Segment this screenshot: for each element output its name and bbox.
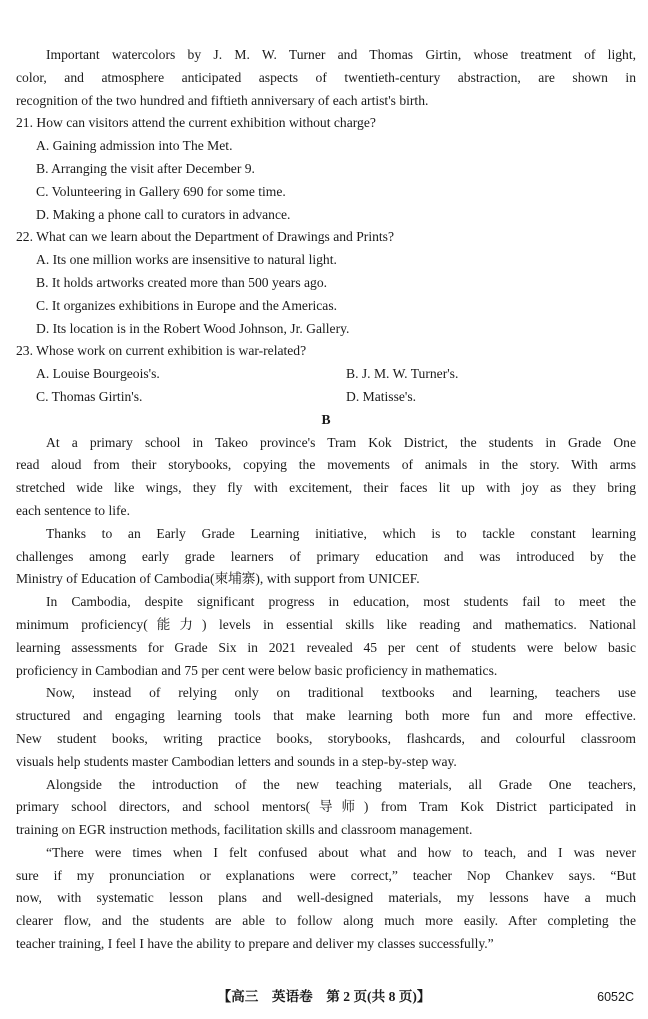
passage-line: primary school directors, and school mentors(导师) from Tram Kok District participated in (16, 799, 636, 815)
passage-line: stretched wide like wings, they fly with excitement, their faces lit up with joy as they bring (16, 480, 636, 496)
passage-line: proficiency in Cambodian and 75 per cent were below basic proficiency in mathematics. (16, 662, 498, 678)
question-23-options-row (16, 386, 636, 409)
section-heading-b: B (321, 411, 331, 427)
question-23-option-a: A. Louise Bourgeois's. (36, 366, 160, 382)
question-23-option-d: D. Matisse's. (346, 388, 417, 404)
question-22-option-b: B. It holds artworks created more than 500 years ago. (36, 274, 328, 290)
passage-line: challenges among early grade learners of primary education and was introduced by the (16, 548, 636, 564)
exam-page (16, 44, 636, 956)
question-21-option-b: B. Arranging the visit after December 9. (36, 160, 255, 176)
question-21-option-c: C. Volunteering in Gallery 690 for some time. (36, 183, 286, 199)
intro-line: color, and atmosphere anticipated aspects of twentieth-century abstraction, are shown in (16, 69, 636, 85)
passage-line: training on EGR instruction methods, facilitation skills and classroom management. (16, 822, 473, 838)
passage-line: New student books, writing practice books, storybooks, flashcards, and colourful classroom (16, 730, 636, 746)
question-21-option-d: D. Making a phone call to curators in advance. (36, 206, 291, 222)
question-23-options-row (16, 363, 636, 386)
intro-line: recognition of the two hundred and fiftieth anniversary of each artist's birth. (16, 92, 429, 108)
question-22-option-c: C. It organizes exhibitions in Europe and the Americas. (36, 297, 338, 313)
passage-line: minimum proficiency(能力) levels in essential skills like reading and mathematics. National (16, 616, 636, 632)
passage-line: teacher training, I feel I have the ability to prepare and deliver my classes successfully.” (16, 936, 494, 952)
passage-line: At a primary school in Takeo province's Tram Kok District, the students in Grade One (46, 434, 636, 450)
passage-line: clearer flow, and the students are able to follow along much more easily. After completing the (16, 913, 636, 929)
question-22-stem: 22. What can we learn about the Department of Drawings and Prints? (16, 229, 394, 245)
passage-line: Alongside the introduction of the new teaching materials, all Grade One teachers, (46, 776, 636, 792)
passage-line: read aloud from their storybooks, copying the movements of animals in the story. With arms (16, 457, 636, 473)
passage-line: Now, instead of relying only on traditional textbooks and learning, teachers use (46, 685, 636, 701)
passage-line: “There were times when I felt confused about what and how to teach, and I was never (46, 844, 636, 860)
question-21-option-a: A. Gaining admission into The Met. (36, 138, 233, 154)
page-footer (0, 987, 648, 1007)
question-23-option-b: B. J. M. W. Turner's. (346, 366, 459, 382)
passage-line: each sentence to life. (16, 502, 130, 518)
question-21-stem: 21. How can visitors attend the current exhibition without charge? (16, 115, 376, 131)
passage-line: Ministry of Education of Cambodia(柬埔寨), with support from UNICEF. (16, 571, 420, 587)
paper-code: 6052C (597, 990, 634, 1004)
passage-line: sure if my pronunciation or explanations were correct,” teacher Nop Chankev says. “But (16, 867, 636, 883)
question-22-option-d: D. Its location is in the Robert Wood Johnson, Jr. Gallery. (36, 320, 350, 336)
passage-line: now, with systematic lesson plans and well-designed materials, my lessons have a much (16, 890, 636, 906)
passage-line: learning assessments for Grade Six in 2021 revealed 45 per cent of students were below basic (16, 639, 636, 655)
question-23-stem: 23. Whose work on current exhibition is war-related? (16, 343, 307, 359)
passage-line: visuals help students master Cambodian letters and sounds in a step-by-step way. (16, 753, 457, 769)
passage-line: In Cambodia, despite significant progress in education, most students fail to meet the (46, 594, 636, 610)
footer-label: 【高三 英语卷 第 2 页(共 8 页)】 (217, 989, 431, 1004)
question-22-option-a: A. Its one million works are insensitive to natural light. (36, 252, 337, 268)
intro-line: Important watercolors by J. M. W. Turner and Thomas Girtin, whose treatment of light, (46, 47, 636, 62)
passage-line: Thanks to an Early Grade Learning initiative, which is to tackle constant learning (46, 525, 636, 541)
passage-line: structured and engaging learning tools that make learning both more fun and more effective. (16, 708, 636, 724)
question-23-option-c: C. Thomas Girtin's. (36, 388, 143, 404)
